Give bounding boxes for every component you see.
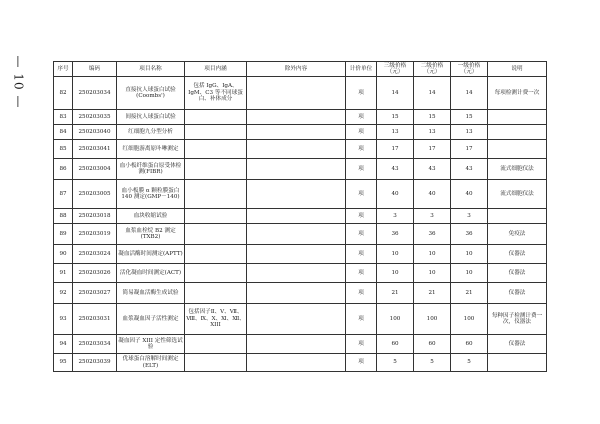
cell-price-level2: 21 bbox=[414, 283, 451, 304]
cell-content bbox=[185, 209, 247, 224]
table-row bbox=[54, 304, 547, 335]
cell-note bbox=[488, 209, 547, 224]
table-row bbox=[54, 283, 547, 304]
cell-price-level1: 36 bbox=[451, 224, 488, 245]
table-row bbox=[54, 180, 547, 209]
cell-unit: 项 bbox=[346, 245, 377, 264]
cell-name: 优球蛋白溶解时间测定(ELT) bbox=[117, 354, 185, 372]
cell-note: 仪器法 bbox=[488, 264, 547, 283]
cell-unit: 项 bbox=[346, 125, 377, 140]
fee-table bbox=[53, 61, 547, 372]
cell-price-level2: 14 bbox=[414, 77, 451, 110]
cell-no: 83 bbox=[54, 110, 73, 125]
cell-price-level1: 100 bbox=[451, 304, 488, 335]
cell-name: 红细胞九分型分析 bbox=[117, 125, 185, 140]
cell-unit: 项 bbox=[346, 283, 377, 304]
cell-content bbox=[185, 354, 247, 372]
cell-price-level3: 3 bbox=[377, 209, 414, 224]
table-row bbox=[54, 159, 547, 180]
cell-no: 89 bbox=[54, 224, 73, 245]
cell-unit: 项 bbox=[346, 224, 377, 245]
header-price-level1: 一级价格（元） bbox=[451, 62, 488, 77]
cell-price-level2: 15 bbox=[414, 110, 451, 125]
cell-code: 250203005 bbox=[73, 180, 117, 209]
table-header-row bbox=[54, 62, 547, 77]
cell-note: 仪器法 bbox=[488, 335, 547, 354]
cell-price-level1: 10 bbox=[451, 264, 488, 283]
cell-price-level1: 21 bbox=[451, 283, 488, 304]
cell-no: 87 bbox=[54, 180, 73, 209]
cell-no: 86 bbox=[54, 159, 73, 180]
cell-note: 免疫法 bbox=[488, 224, 547, 245]
cell-code: 250203034 bbox=[73, 335, 117, 354]
table-row bbox=[54, 125, 547, 140]
cell-price-level1: 40 bbox=[451, 180, 488, 209]
cell-unit: 项 bbox=[346, 110, 377, 125]
cell-price-level3: 100 bbox=[377, 304, 414, 335]
cell-price-level3: 14 bbox=[377, 77, 414, 110]
cell-code: 250203035 bbox=[73, 110, 117, 125]
cell-price-level3: 60 bbox=[377, 335, 414, 354]
cell-exclude bbox=[247, 264, 346, 283]
table-row bbox=[54, 209, 547, 224]
cell-no: 94 bbox=[54, 335, 73, 354]
cell-content bbox=[185, 264, 247, 283]
cell-note bbox=[488, 125, 547, 140]
cell-content: 包括因子Ⅱ、Ⅴ、Ⅶ、Ⅷ、Ⅸ、Ⅹ、Ⅺ、Ⅻ、XIII bbox=[185, 304, 247, 335]
cell-price-level3: 36 bbox=[377, 224, 414, 245]
cell-price-level2: 100 bbox=[414, 304, 451, 335]
cell-no: 85 bbox=[54, 140, 73, 159]
cell-exclude bbox=[247, 304, 346, 335]
cell-exclude bbox=[247, 110, 346, 125]
cell-name: 血小板纤维蛋白原受体检测(FIBR) bbox=[117, 159, 185, 180]
cell-name: 凝血因子 XIII 定性筛选试验 bbox=[117, 335, 185, 354]
cell-exclude bbox=[247, 224, 346, 245]
cell-note: 每种因子检测计费一次，仪器法 bbox=[488, 304, 547, 335]
cell-no: 91 bbox=[54, 264, 73, 283]
cell-code: 250203019 bbox=[73, 224, 117, 245]
cell-price-level1: 13 bbox=[451, 125, 488, 140]
cell-code: 250203034 bbox=[73, 77, 117, 110]
cell-note: 流式细胞仪法 bbox=[488, 159, 547, 180]
header-code: 编码 bbox=[73, 62, 117, 77]
cell-code: 250203026 bbox=[73, 264, 117, 283]
cell-price-level2: 3 bbox=[414, 209, 451, 224]
cell-price-level3: 17 bbox=[377, 140, 414, 159]
table-row bbox=[54, 354, 547, 372]
header-note: 说明 bbox=[488, 62, 547, 77]
cell-price-level3: 43 bbox=[377, 159, 414, 180]
cell-code: 250203040 bbox=[73, 125, 117, 140]
cell-no: 82 bbox=[54, 77, 73, 110]
cell-price-level1: 17 bbox=[451, 140, 488, 159]
table-row bbox=[54, 335, 547, 354]
cell-name: 直接抗人球蛋白试验(Coombs') bbox=[117, 77, 185, 110]
cell-note bbox=[488, 140, 547, 159]
cell-price-level3: 5 bbox=[377, 354, 414, 372]
cell-content: 包括 IgG、IgA、IgM、C3 等不同球蛋白、补体成分 bbox=[185, 77, 247, 110]
cell-content bbox=[185, 159, 247, 180]
cell-note: 每项检测计费一次 bbox=[488, 77, 547, 110]
cell-price-level3: 10 bbox=[377, 264, 414, 283]
cell-name: 间接抗人球蛋白试验 bbox=[117, 110, 185, 125]
cell-price-level2: 10 bbox=[414, 264, 451, 283]
cell-price-level1: 15 bbox=[451, 110, 488, 125]
header-no: 序号 bbox=[54, 62, 73, 77]
cell-exclude bbox=[247, 209, 346, 224]
cell-price-level2: 40 bbox=[414, 180, 451, 209]
table-row bbox=[54, 224, 547, 245]
cell-unit: 项 bbox=[346, 180, 377, 209]
cell-exclude bbox=[247, 159, 346, 180]
table-row bbox=[54, 77, 547, 110]
cell-code: 250203031 bbox=[73, 304, 117, 335]
cell-price-level3: 10 bbox=[377, 245, 414, 264]
cell-name: 红细胞游离原卟啉测定 bbox=[117, 140, 185, 159]
cell-unit: 项 bbox=[346, 77, 377, 110]
cell-name: 活化凝血时间测定(ACT) bbox=[117, 264, 185, 283]
cell-price-level3: 13 bbox=[377, 125, 414, 140]
cell-note bbox=[488, 354, 547, 372]
table-row bbox=[54, 245, 547, 264]
cell-code: 250203041 bbox=[73, 140, 117, 159]
cell-price-level2: 13 bbox=[414, 125, 451, 140]
cell-price-level1: 43 bbox=[451, 159, 488, 180]
header-price-level2: 二级价格（元） bbox=[414, 62, 451, 77]
cell-exclude bbox=[247, 283, 346, 304]
cell-code: 250203027 bbox=[73, 283, 117, 304]
cell-name: 血块收缩试验 bbox=[117, 209, 185, 224]
cell-code: 250203004 bbox=[73, 159, 117, 180]
header-name: 项目名称 bbox=[117, 62, 185, 77]
cell-no: 88 bbox=[54, 209, 73, 224]
cell-content bbox=[185, 335, 247, 354]
cell-exclude bbox=[247, 125, 346, 140]
cell-price-level2: 10 bbox=[414, 245, 451, 264]
cell-price-level1: 14 bbox=[451, 77, 488, 110]
cell-content bbox=[185, 110, 247, 125]
page-number: — 10 — bbox=[11, 55, 25, 109]
cell-price-level3: 15 bbox=[377, 110, 414, 125]
cell-price-level1: 60 bbox=[451, 335, 488, 354]
header-price-level3: 三级价格（元） bbox=[377, 62, 414, 77]
cell-price-level2: 43 bbox=[414, 159, 451, 180]
cell-unit: 项 bbox=[346, 209, 377, 224]
cell-price-level2: 17 bbox=[414, 140, 451, 159]
cell-price-level3: 40 bbox=[377, 180, 414, 209]
cell-no: 84 bbox=[54, 125, 73, 140]
cell-content bbox=[185, 125, 247, 140]
cell-price-level2: 36 bbox=[414, 224, 451, 245]
cell-note: 仪器法 bbox=[488, 283, 547, 304]
cell-content bbox=[185, 180, 247, 209]
cell-name: 血浆血栓烷 B2 测定(TXB2) bbox=[117, 224, 185, 245]
cell-price-level3: 21 bbox=[377, 283, 414, 304]
table-row bbox=[54, 110, 547, 125]
cell-unit: 项 bbox=[346, 159, 377, 180]
cell-unit: 项 bbox=[346, 354, 377, 372]
header-content: 项目内涵 bbox=[185, 62, 247, 77]
cell-note bbox=[488, 110, 547, 125]
cell-code: 250203018 bbox=[73, 209, 117, 224]
cell-price-level1: 10 bbox=[451, 245, 488, 264]
cell-no: 90 bbox=[54, 245, 73, 264]
cell-price-level1: 3 bbox=[451, 209, 488, 224]
cell-price-level2: 5 bbox=[414, 354, 451, 372]
cell-code: 250203024 bbox=[73, 245, 117, 264]
header-exclude: 除外内容 bbox=[247, 62, 346, 77]
cell-exclude bbox=[247, 140, 346, 159]
cell-content bbox=[185, 245, 247, 264]
cell-no: 95 bbox=[54, 354, 73, 372]
cell-exclude bbox=[247, 180, 346, 209]
cell-unit: 项 bbox=[346, 140, 377, 159]
cell-no: 93 bbox=[54, 304, 73, 335]
cell-name: 凝血活酶时间测定(APTT) bbox=[117, 245, 185, 264]
cell-unit: 项 bbox=[346, 335, 377, 354]
cell-exclude bbox=[247, 77, 346, 110]
cell-exclude bbox=[247, 245, 346, 264]
cell-name: 简易凝血活酶生成试验 bbox=[117, 283, 185, 304]
cell-price-level1: 5 bbox=[451, 354, 488, 372]
header-unit: 计价单位 bbox=[346, 62, 377, 77]
table-row bbox=[54, 264, 547, 283]
cell-exclude bbox=[247, 335, 346, 354]
cell-name: 血小板膜 α 颗粒膜蛋白 140 测定(GMP－140) bbox=[117, 180, 185, 209]
cell-no: 92 bbox=[54, 283, 73, 304]
cell-content bbox=[185, 283, 247, 304]
cell-note: 仪器法 bbox=[488, 245, 547, 264]
cell-code: 250203039 bbox=[73, 354, 117, 372]
cell-unit: 项 bbox=[346, 304, 377, 335]
cell-note: 流式细胞仪法 bbox=[488, 180, 547, 209]
cell-name: 血浆凝血因子活性测定 bbox=[117, 304, 185, 335]
cell-content bbox=[185, 224, 247, 245]
cell-content bbox=[185, 140, 247, 159]
table-row bbox=[54, 140, 547, 159]
cell-exclude bbox=[247, 354, 346, 372]
cell-unit: 项 bbox=[346, 264, 377, 283]
cell-price-level2: 60 bbox=[414, 335, 451, 354]
